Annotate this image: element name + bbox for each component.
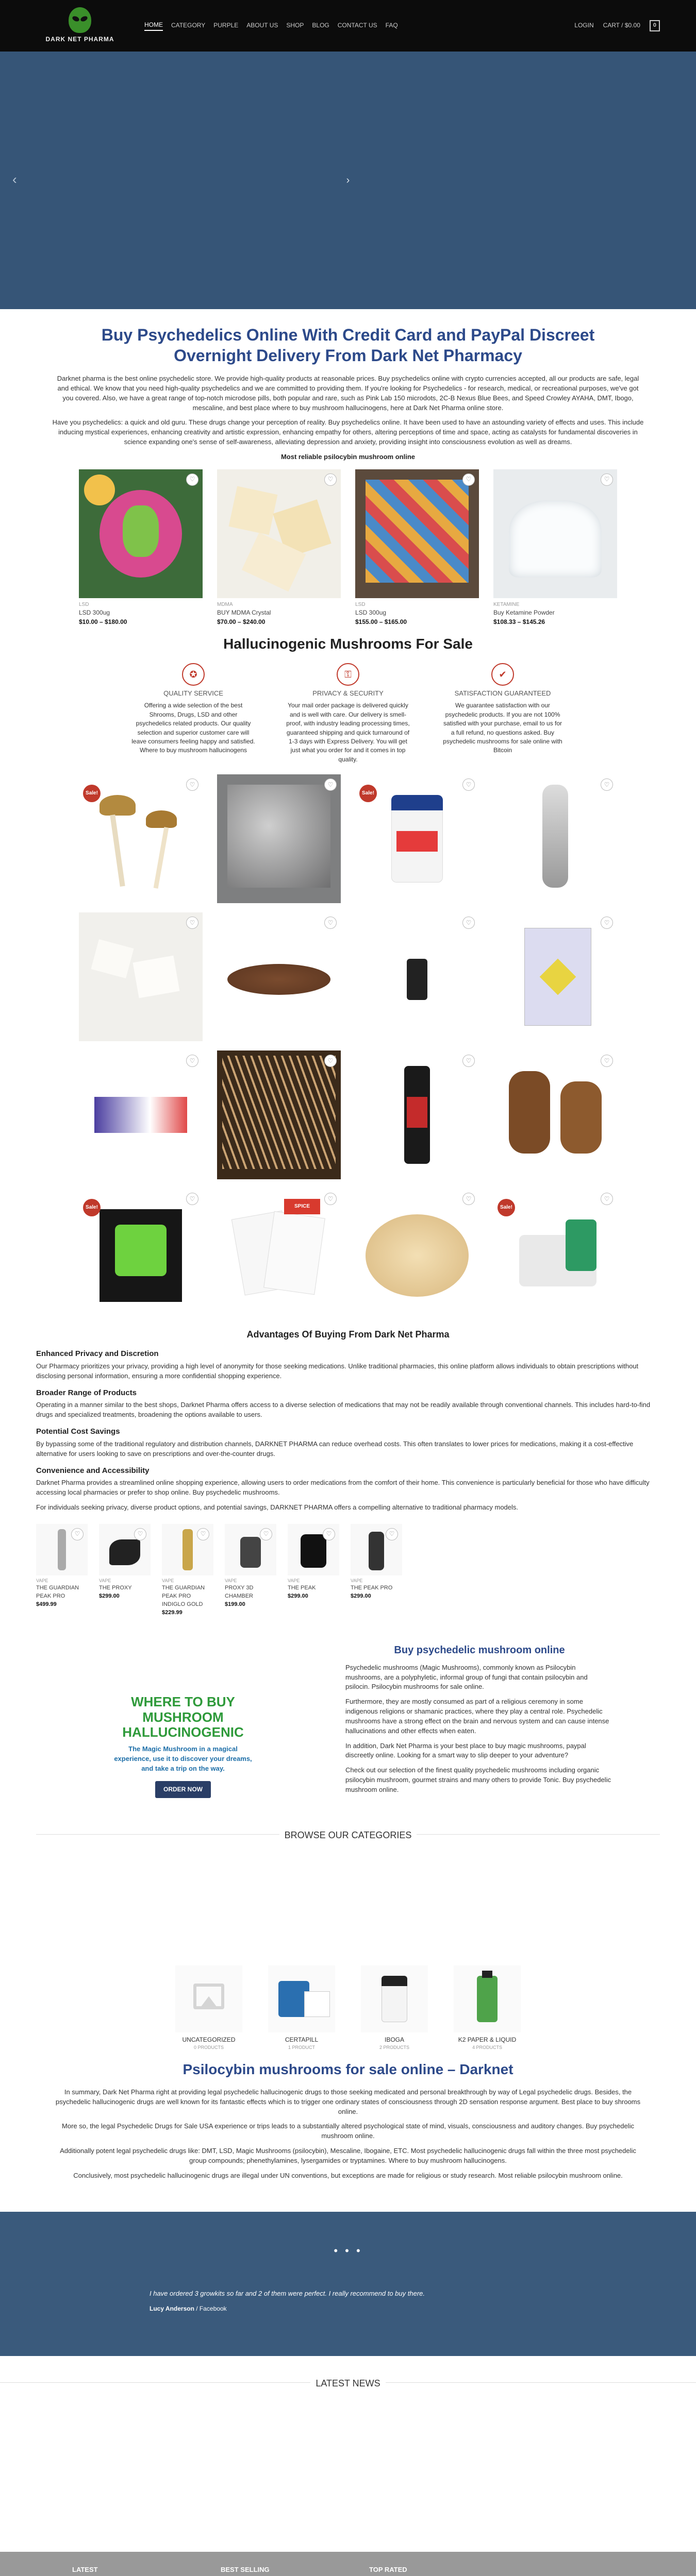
product-name[interactable]: BUY MDMA Crystal [217,609,271,617]
nav-about[interactable]: ABOUT US [246,22,278,29]
latest-news-title: LATEST NEWS [310,2378,385,2388]
nav-blog[interactable]: BLOG [312,22,329,29]
advantage-text: Darknet Pharma provides a streamlined online shopping experience, allowing users to order medications from the comfort of their home. This convenience is particularly beneficial for those who have difficulty accessing local pharmacies or prefer to shop online. Buy psychedelic mushrooms. [36,1479,650,1497]
product-card[interactable] [355,912,479,1041]
wishlist-heart-icon[interactable]: ♡ [462,778,475,791]
feature-privacy [286,663,410,765]
category-image[interactable] [175,1965,242,2032]
mushroom-text [345,1638,614,1808]
product-image[interactable] [355,912,479,1041]
category-image[interactable] [268,1965,335,2032]
product-card[interactable] [351,1524,402,1617]
product-image[interactable] [355,469,479,598]
widget-top-rated [369,2565,493,2576]
category-count: 2 PRODUCTS [379,2045,409,2050]
sale-badge: Sale! [498,1199,515,1216]
advantage-text: Our Pharmacy prioritizes your privacy, providing a high level of anonymity for those seeking medications. Unlike traditional pharmacies, this online platform allows individuals to obtain prescriptions without disclosing personal information, ensuring a more confidential shopping experience. [36,1362,639,1380]
mushroom-paragraph: Psychedelic mushrooms (Magic Mushrooms), commonly known as Psilocybin mushrooms, are a polyphyletic, informal group of fungi that contain psilocybin and psilocin. Psilocybin mushrooms for sale online. [345,1663,588,1691]
hero-slider [0,52,696,309]
product-card[interactable] [217,469,341,626]
features [36,663,660,765]
wishlist-heart-icon[interactable]: ♡ [601,778,613,791]
product-price: $499.99 [36,1601,57,1607]
wishlist-heart-icon[interactable]: ♡ [186,1055,198,1067]
product-card[interactable] [493,1189,617,1317]
product-card[interactable] [355,1050,479,1179]
product-image[interactable] [355,1050,479,1179]
product-category: VAPE [288,1578,300,1583]
category-card[interactable] [175,1965,242,2051]
product-card[interactable] [79,1050,203,1179]
advantage-text: Operating in a manner similar to the best shops, Darknet Pharma offers access to a diverse selection of medications that may not be readily available through conventional channels. This includes hard-to-find drugs and specialized treatments, broadening the options available to users. [36,1401,651,1419]
mushroom-banner [36,1638,325,1808]
category-name[interactable]: CERTAPILL [285,2036,319,2043]
product-name[interactable]: Buy Ketamine Powder [493,609,555,617]
product-card[interactable] [217,774,341,903]
category-count: 0 PRODUCTS [193,2045,224,2050]
login-link[interactable]: LOGIN [574,22,594,29]
wishlist-heart-icon[interactable]: ♡ [134,1528,146,1540]
testimonial-quote: I have ordered 3 growkits so far and 2 of them were perfect. I really recommend to buy there. [150,2289,425,2297]
mushroom-paragraph: In addition, Dark Net Pharma is your best place to buy magic mushrooms, paypal discreetly online. Looking for a smart way to slip deeper to your adventure? [345,1741,586,1759]
wishlist-heart-icon[interactable]: ♡ [186,917,198,929]
widget-title: TOP RATED [369,2565,493,2576]
product-card[interactable] [493,912,617,1041]
lock-icon: ⚿ [337,663,359,686]
product-card[interactable] [355,774,479,903]
product-name[interactable]: PROXY 3D CHAMBER [225,1584,254,1599]
product-category: LSD [355,601,366,607]
feature-quality [131,663,255,765]
product-price: $108.33 – $145.26 [493,618,545,625]
product-image[interactable] [493,1050,617,1179]
widget-title: LATEST [72,2565,196,2576]
product-image[interactable] [355,1189,479,1317]
product-card[interactable] [493,774,617,903]
product-name[interactable]: THE PROXY [99,1584,132,1591]
spice-logo: SPICE [284,1199,320,1214]
product-price: $70.00 – $240.00 [217,618,266,625]
product-card[interactable] [99,1524,151,1617]
product-image[interactable] [351,1524,402,1575]
nav-faq[interactable]: FAQ [385,22,398,29]
product-category: VAPE [225,1578,237,1583]
product-image[interactable] [225,1524,276,1575]
author-role: Facebook [199,2304,227,2312]
feature-satisfaction [441,663,565,765]
product-name[interactable]: LSD 300ug [355,609,387,617]
order-now-button[interactable]: ORDER NOW [155,1781,211,1798]
main-nav [144,21,398,30]
product-grid-row [36,1189,660,1317]
product-category: VAPE [99,1578,111,1583]
product-card[interactable] [217,1189,341,1317]
wishlist-heart-icon[interactable]: ♡ [186,473,198,486]
product-category: VAPE [351,1578,363,1583]
product-image[interactable] [288,1524,339,1575]
product-name[interactable]: THE GUARDIAN PEAK PRO INDIGLO GOLD [162,1584,205,1607]
product-card[interactable] [493,1050,617,1179]
wishlist-heart-icon[interactable]: ♡ [386,1528,398,1540]
mushroom-paragraph: Furthermore, they are mostly consumed as part of a religious ceremony in some indigenous religions or shamanic practices, where they play a central role. Psychedelic mushrooms have a strong effect on the brain and nervous system and can cause intense hallucinations and other effects when eaten. [345,1698,609,1735]
product-price: $199.00 [225,1601,245,1607]
product-name[interactable]: THE GUARDIAN PEAK PRO [36,1584,79,1599]
nav-purple[interactable]: PURPLE [213,22,239,29]
product-image[interactable] [162,1524,213,1575]
wishlist-heart-icon[interactable]: ♡ [186,1193,198,1205]
mushroom-right-title: Buy psychedelic mushroom online [394,1644,565,1656]
hallucinogenic-title: Hallucinogenic Mushrooms For Sale [223,636,473,652]
product-image[interactable] [217,469,341,598]
product-image[interactable] [79,912,203,1041]
main-content [36,325,660,2181]
product-price: $155.00 – $165.00 [355,618,407,625]
product-price: $229.99 [162,1609,183,1616]
site-logo[interactable] [36,7,124,44]
category-name[interactable]: K2 PAPER & LIQUID [458,2036,517,2043]
product-price: $299.00 [288,1592,308,1599]
latest-news-section [0,2377,696,2552]
psilocybin-paragraph: More so, the legal Psychedelic Drugs for Sale USA experience or trips leads to a substantially altered psychological state of mind, visuals, consciousness and auditory changes. Buy psychedelic mushroom online. [62,2122,634,2140]
wishlist-heart-icon[interactable]: ♡ [601,1055,613,1067]
product-image[interactable] [493,469,617,598]
intro-strong: Most reliable psilocybin mushroom online [280,452,416,461]
product-image[interactable] [217,912,341,1041]
nav-shop[interactable]: SHOP [286,22,304,29]
product-image[interactable] [355,774,479,903]
feature-title: QUALITY SERVICE [163,689,223,697]
category-name[interactable]: IBOGA [384,2036,404,2043]
wishlist-heart-icon[interactable]: ♡ [601,473,613,486]
wishlist-heart-icon[interactable]: ♡ [324,1193,337,1205]
product-grid-row [36,912,660,1041]
product-image[interactable] [493,1189,617,1317]
wishlist-heart-icon[interactable]: ♡ [462,1193,475,1205]
product-card[interactable] [36,1524,88,1617]
product-card[interactable] [79,774,203,903]
widget-title: BEST SELLING [221,2565,344,2576]
product-price: $299.00 [351,1592,371,1599]
site-header [0,0,696,52]
category-count: 4 PRODUCTS [472,2045,502,2050]
advantage-heading: Convenience and Accessibility [36,1466,150,1475]
category-image[interactable] [361,1965,428,2032]
feature-desc: We guarantee satisfaction with our psychedelic products. If you are not 100% satisfied with your purchase, email to us for a full refund, no questions asked. Buy psychedelic mushrooms for sale online with Bitcoin [443,702,562,754]
author-name: Lucy Anderson [150,2304,194,2312]
product-image[interactable] [493,912,617,1041]
wishlist-heart-icon[interactable]: ♡ [601,917,613,929]
product-widgets [0,2552,696,2576]
advantages-title: Advantages Of Buying From Dark Net Pharma [246,1329,450,1340]
feature-desc: Your mail order package is delivered quickly and is well with care. Our delivery is smell-proof, with industry leading processing times, guaranteed shipping and quick turnaround of 1-3 days with Express Delivery. You will get just what you order for and it comes in top quality. [286,702,410,763]
product-card[interactable] [493,469,617,626]
product-image[interactable] [79,469,203,598]
product-image[interactable] [79,1050,203,1179]
product-card[interactable] [355,469,479,626]
product-category: MDMA [217,601,233,607]
wishlist-heart-icon[interactable]: ♡ [324,473,337,486]
sale-badge: Sale! [83,785,101,802]
product-image[interactable] [79,774,203,903]
widget-best-selling [221,2565,344,2576]
advantage-text: By bypassing some of the traditional regulatory and distribution channels, DARKNET PHARMA can reduce overhead costs. This often translates to lower prices for medications, making it a cost-effective alternative for users looking to save on prescriptions and over-the-counter drugs. [36,1439,634,1458]
product-image[interactable] [217,1050,341,1179]
category-card[interactable] [454,1965,521,2051]
feature-title: SATISFACTION GUARANTEED [454,689,551,697]
wishlist-heart-icon[interactable]: ♡ [260,1528,272,1540]
wishlist-heart-icon[interactable]: ♡ [323,1528,335,1540]
category-card[interactable] [361,1965,428,2051]
product-price: $10.00 – $180.00 [79,618,127,625]
thumbs-up-icon: ✔ [491,663,514,686]
product-image[interactable] [79,1189,203,1317]
product-card[interactable] [79,1189,203,1317]
testimonial-author: Lucy Anderson / Facebook [150,2304,227,2312]
product-category: VAPE [36,1578,48,1583]
advantage-heading: Broader Range of Products [36,1388,137,1397]
sale-badge: Sale! [83,1199,101,1216]
wishlist-heart-icon[interactable]: ♡ [71,1528,84,1540]
wishlist-heart-icon[interactable]: ♡ [601,1193,613,1205]
browse-title-text: BROWSE OUR CATEGORIES [279,1830,417,1840]
wishlist-heart-icon[interactable]: ♡ [324,1055,337,1067]
product-name[interactable]: LSD 300ug [79,609,110,617]
psilocybin-paragraph: Conclusively, most psychedelic hallucinogenic drugs are illegal under UN conventions, but exceptions are made for religious or study research. Most reliable psilocybin mushroom online. [73,2171,623,2179]
nav-home[interactable]: HOME [144,21,163,30]
product-grid-row [36,774,660,903]
category-card[interactable] [268,1965,335,2051]
alien-logo-icon [69,7,91,33]
category-list [36,1965,660,2051]
product-card[interactable] [288,1524,339,1617]
feature-title: PRIVACY & SECURITY [312,689,384,697]
slider-prev-icon[interactable]: ‹ [12,172,17,187]
sale-badge: Sale! [359,785,377,802]
intro-paragraph-1: Darknet pharma is the best online psychedelic store. We provide high-quality products at reasonable prices. Buy psychedelics online with crypto currencies accepted, all our products are safe, legal and ethical. We know that you need high-quality psychedelics and we are committed to providing them. If you're looking for Psychedelics - for research, medical, or recreational purposes, we've got you covered. Also, we have a great range of top-notch microdose pills, both popular and rare, such as Pink Lab 150 microdots, 2C-B Nexus Blue Bees, and Speed Crowley AYAHA, DMT, Ibogo, mescaline, and best place where to buy mushroom hallucinogens, here at Dark Net Pharma online store. [57,375,639,412]
nav-category[interactable]: CATEGORY [171,22,206,29]
product-card[interactable] [79,912,203,1041]
shield-icon: ✪ [182,663,205,686]
mushroom-card [113,1694,253,1799]
product-card[interactable] [355,1189,479,1317]
feature-desc: Offering a wide selection of the best Shrooms, Drugs, LSD and other psychedelics related products. Our quality selection and superior customer care will leave consumers feeling happy and satisfied. Where to buy mushroom hallucinogens [131,702,255,754]
product-category: LSD [79,601,89,607]
product-price: $299.00 [99,1592,120,1599]
wishlist-heart-icon[interactable]: ♡ [324,917,337,929]
cart-link[interactable]: CART / $0.00 [603,22,640,29]
product-card[interactable] [225,1524,276,1617]
widget-latest [72,2565,196,2576]
product-card[interactable] [79,469,203,626]
product-card[interactable] [162,1524,213,1617]
product-image[interactable] [217,774,341,903]
header-actions [574,20,660,31]
intro-paragraph-2: Have you psychedelics: a quick and old guru. These drugs change your perception of reality. Buy psychedelics online. It have been used to have an astounding variety of effects and uses. This include inducing mystical experiences, enhancing creativity and artistic expression, enhancing empathy for others, altering perceptions of time and space, acting as catalysts for fundamental discoveries in science expanding one's sense of self-awareness, alleviating depression and anxiety, providing insight into consciousness evolution as well as dreams. [52,418,644,446]
product-name[interactable]: THE PEAK PRO [351,1584,393,1591]
category-name[interactable]: UNCATEGORIZED [182,2036,236,2043]
featured-products [36,469,660,626]
advantages-section [36,1328,660,1513]
wishlist-heart-icon[interactable]: ♡ [186,778,198,791]
mushroom-intro [36,1638,660,1808]
mushroom-card-title: WHERE TO BUY MUSHROOM HALLUCINOGENIC [122,1693,244,1740]
psilocybin-paragraph: Additionally potent legal psychedelic drugs like: DMT, LSD, Magic Mushrooms (psilocybin), Mescaline, Ibogaine, ETC. Most psychedelic hallucinogenic drugs fall within the three most psychedelic group compounds; phenethylamines, lysergamides or tryptamines. Where to buy mushroom hallucinogens. [60,2147,636,2164]
product-card[interactable] [217,912,341,1041]
advantage-heading: Enhanced Privacy and Discretion [36,1349,159,1359]
wishlist-heart-icon[interactable]: ♡ [462,1055,475,1067]
category-count: 1 PRODUCT [288,2045,315,2050]
product-image[interactable] [36,1524,88,1575]
product-name[interactable]: THE PEAK [288,1584,316,1591]
slider-next-icon[interactable]: › [346,174,350,186]
product-category: VAPE [162,1578,174,1583]
browse-categories-title [36,1828,660,1842]
mushroom-paragraph: Check out our selection of the finest quality psychedelic mushrooms including organic psilocybin mushroom, gourmet strains and many others to provide Tonic. Buy psychedelic mushroom online. [345,1766,611,1793]
mushroom-card-text: The Magic Mushroom in a magical experience, use it to discover your dreams, and take a trip on the way. [114,1745,252,1773]
wishlist-heart-icon[interactable]: ♡ [462,917,475,929]
wishlist-heart-icon[interactable]: ♡ [197,1528,209,1540]
page-title: Buy Psychedelics Online With Credit Card and PayPal Discreet Overnight Delivery From Dark Net Pharmacy [101,326,595,365]
advantage-heading: Potential Cost Savings [36,1427,120,1436]
product-category: KETAMINE [493,601,520,607]
quote-icon: • • • [334,2244,362,2257]
wishlist-heart-icon[interactable]: ♡ [462,473,475,486]
brand-name: DARK NET PHARMA [45,36,114,43]
testimonial-section [0,2212,696,2356]
product-grid [36,774,660,1317]
wishlist-heart-icon[interactable]: ♡ [324,778,337,791]
product-image[interactable] [99,1524,151,1575]
psilocybin-title: Psilocybin mushrooms for sale online – Darknet [183,2061,513,2078]
psilocybin-paragraph: In summary, Dark Net Pharma right at providing legal psychedelic hallucinogenic drugs to those seeking medicated and personal breakthrough by way of Legal psychedelic drugs. Besides, the psychedelic hallucinogenic drugs are well known for its fantastic effects which is to trigger one ordinary states of consciousness through 2D sensation response argument. Best place to buy shrooms online. [55,2088,641,2115]
cart-count-badge[interactable]: 0 [650,20,660,31]
vape-products [36,1524,660,1617]
category-image[interactable] [454,1965,521,2032]
product-image[interactable] [217,1189,341,1317]
nav-contact[interactable]: CONTACT US [337,22,377,29]
product-image[interactable] [493,774,617,903]
product-grid-row [36,1050,660,1179]
product-card[interactable] [217,1050,341,1179]
advantage-text: For individuals seeking privacy, diverse product options, and potential savings, DARKNET PHARMA offers a compelling alternative to traditional pharmacy models. [36,1503,519,1512]
